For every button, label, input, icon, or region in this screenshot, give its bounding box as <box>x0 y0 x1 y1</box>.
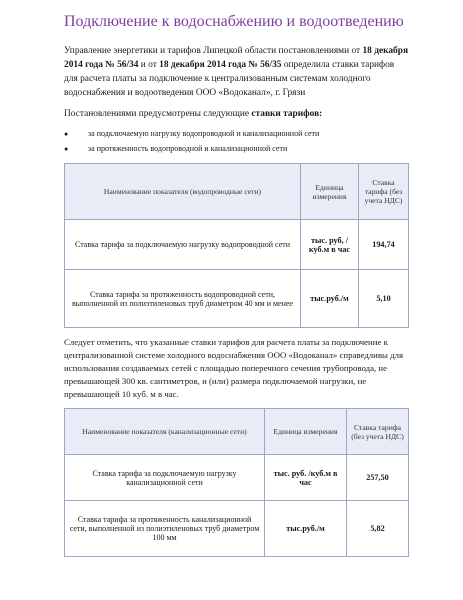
row-value: 5,10 <box>359 270 409 328</box>
table-header-rate: Ставка тарифа (без учета НДС) <box>347 409 409 455</box>
intro-bold-1: 18 декабря 2014 года № 56/34 <box>64 46 409 70</box>
table-row <box>65 220 409 270</box>
intro-text-2: и от <box>138 60 160 70</box>
table-header-unit: Единица измерения <box>301 164 359 220</box>
row-name: Ставка тарифа за протяженность канализационной сети, выполненной из полиэтиленовых труб диаметром 100 мм <box>65 501 265 557</box>
table-header-unit: Единица измерения <box>265 409 347 455</box>
row-unit: тыс. руб. /куб.м в час <box>265 455 347 501</box>
provided-text: Постановлениями предусмотрены следующие <box>64 109 252 119</box>
table-row <box>65 270 409 328</box>
intro-text-3: определила ставки тарифов для расчета платы за подключение к централизованным системам холодного водоснабжения и водоотведения ООО «Водоканал», г. Грязи <box>64 60 395 98</box>
row-name: Ставка тарифа за протяженность водопроводной сети, выполненной из полиэтиленовых труб диаметром 40 мм и менее <box>65 270 301 328</box>
table-row <box>65 501 409 557</box>
row-unit: тыс.руб./м <box>265 501 347 557</box>
provided-paragraph <box>64 107 409 121</box>
table-header-rate: Ставка тарифа (без учета НДС) <box>359 164 409 220</box>
row-value: 194,74 <box>359 220 409 270</box>
row-value: 5,82 <box>347 501 409 557</box>
row-unit: тыс.руб./м <box>301 270 359 328</box>
bullet-icon: ● <box>64 130 69 138</box>
bullet-icon: ● <box>64 145 69 153</box>
bullet-text: за протяженность водопроводной и канализационной сети <box>88 144 288 153</box>
table-header-name: Наименование показателя (водопроводные сети) <box>65 164 301 220</box>
bullet-item-1 <box>64 128 319 140</box>
table-header-name: Наименование показателя (канализационные сети) <box>65 409 265 455</box>
intro-text-1: Управление энергетики и тарифов Липецкой области постановлениями от <box>64 46 363 56</box>
row-value: 257,50 <box>347 455 409 501</box>
note-paragraph: Следует отметить, что указанные ставки тарифов для расчета платы за подключение к централизованной системе холодного водоснабжения ООО «Водоканал» справедливы для использования создаваемых сетей с площадью поперечного сечения трубопровода, не превышающей 300 кв. сантиметров, и (или) размера подключаемой нагрузки, не превышающей 10 куб. м в час. <box>64 337 404 399</box>
row-name: Ставка тарифа за подключаемую нагрузку водопроводной сети <box>65 220 301 270</box>
intro-paragraph <box>64 44 409 100</box>
provided-bold: ставки тарифов: <box>251 109 323 119</box>
page-title: Подключение к водоснабжению и водоотведению <box>64 13 404 30</box>
sewer-tariff-table <box>64 408 409 557</box>
row-name: Ставка тарифа за подключаемую нагрузку канализационной сети <box>65 455 265 501</box>
row-unit: тыс. руб, /куб.м в час <box>301 220 359 270</box>
bullet-text: за подключаемую нагрузку водопроводной и канализационной сети <box>88 129 320 138</box>
bullet-item-2 <box>64 143 287 155</box>
water-tariff-table <box>64 163 409 328</box>
intro-bold-2: 18 декабря 2014 года № 56/35 <box>159 60 282 70</box>
table-row <box>65 455 409 501</box>
